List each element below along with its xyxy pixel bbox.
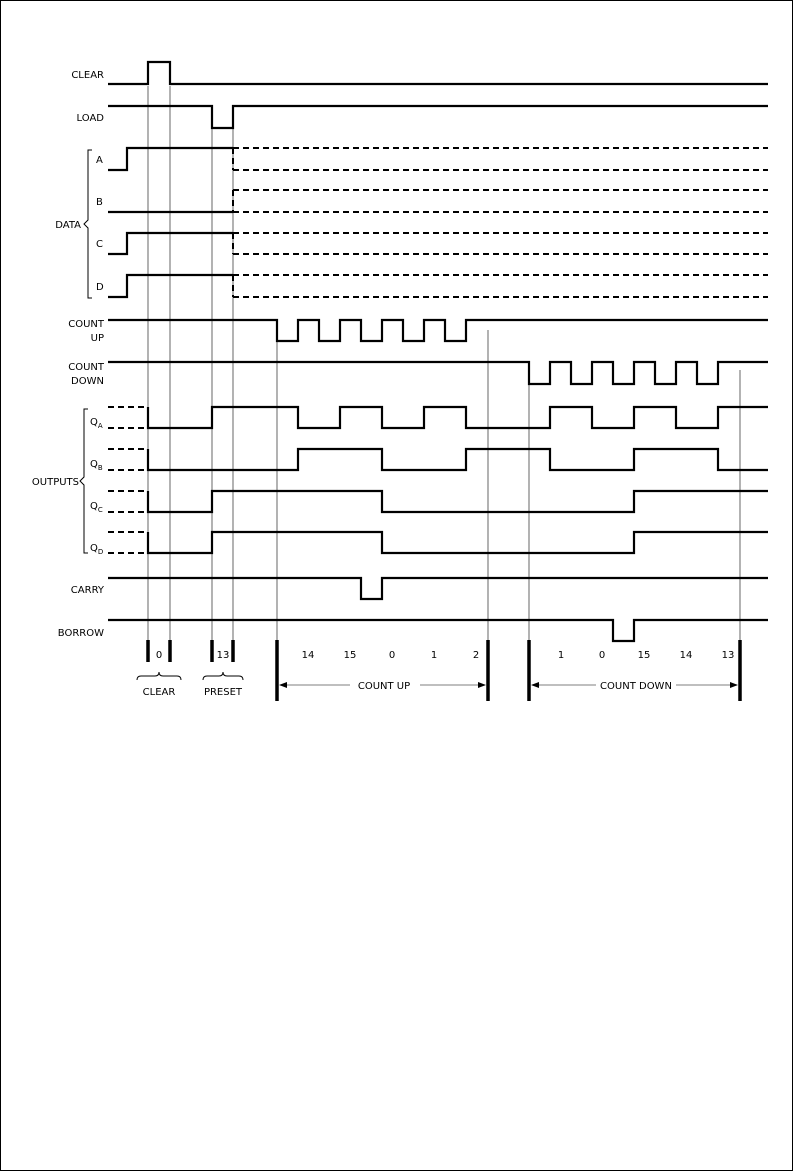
qc-waveform bbox=[108, 491, 768, 512]
outputs-group-label: OUTPUTS bbox=[31, 477, 79, 488]
count-up-waveform bbox=[108, 320, 768, 341]
carry-label: CARRY bbox=[70, 585, 104, 596]
data-c-label: C bbox=[96, 239, 103, 250]
count-down-label-line2: DOWN bbox=[71, 376, 104, 387]
borrow-label: BORROW bbox=[57, 628, 104, 639]
qc-label: $Q_C$ bbox=[90, 501, 103, 514]
data-d-waveform bbox=[108, 275, 768, 297]
borrow-waveform bbox=[108, 620, 768, 641]
data-b-waveform bbox=[108, 190, 768, 212]
state-value: 0 bbox=[155, 650, 163, 661]
count-down-phase-label: COUNT DOWN bbox=[600, 681, 672, 692]
qb-label: $Q_B$ bbox=[90, 459, 103, 472]
state-value: 0 bbox=[598, 650, 606, 661]
clear-phase-brace bbox=[137, 672, 181, 680]
qd-label: $Q_D$ bbox=[90, 543, 104, 556]
carry-waveform bbox=[108, 578, 768, 599]
clear-phase-label: CLEAR bbox=[142, 687, 176, 698]
data-brace bbox=[84, 150, 92, 298]
state-value: 15 bbox=[637, 650, 651, 661]
preset-phase-brace bbox=[203, 672, 243, 680]
clear-label: CLEAR bbox=[71, 70, 104, 81]
qd-waveform bbox=[108, 532, 768, 553]
data-group-label: DATA bbox=[55, 220, 81, 231]
state-value: 0 bbox=[388, 650, 396, 661]
load-label: LOAD bbox=[76, 113, 104, 124]
count-down-label-line1: COUNT bbox=[68, 362, 104, 373]
state-value: 15 bbox=[343, 650, 357, 661]
clear-waveform bbox=[108, 62, 768, 84]
data-b-label: B bbox=[96, 197, 103, 208]
state-value: 13 bbox=[216, 650, 230, 661]
state-value: 14 bbox=[301, 650, 315, 661]
count-up-label-line2: UP bbox=[90, 333, 104, 344]
state-value: 13 bbox=[721, 650, 735, 661]
qa-waveform bbox=[108, 407, 768, 428]
data-c-waveform bbox=[108, 233, 768, 254]
qa-label: $Q_A$ bbox=[90, 417, 103, 430]
state-value: 2 bbox=[472, 650, 480, 661]
count-down-waveform bbox=[108, 362, 768, 384]
preset-phase-label: PRESET bbox=[203, 687, 243, 698]
data-a-waveform bbox=[108, 148, 768, 170]
outputs-brace bbox=[80, 409, 88, 553]
state-value: 14 bbox=[679, 650, 693, 661]
count-up-phase-label: COUNT UP bbox=[357, 681, 411, 692]
state-value: 1 bbox=[557, 650, 565, 661]
count-up-label-line1: COUNT bbox=[68, 319, 104, 330]
state-value: 1 bbox=[430, 650, 438, 661]
data-d-label: D bbox=[96, 282, 104, 293]
data-a-label: A bbox=[96, 155, 103, 166]
qb-waveform bbox=[108, 449, 768, 470]
load-waveform bbox=[108, 106, 768, 128]
